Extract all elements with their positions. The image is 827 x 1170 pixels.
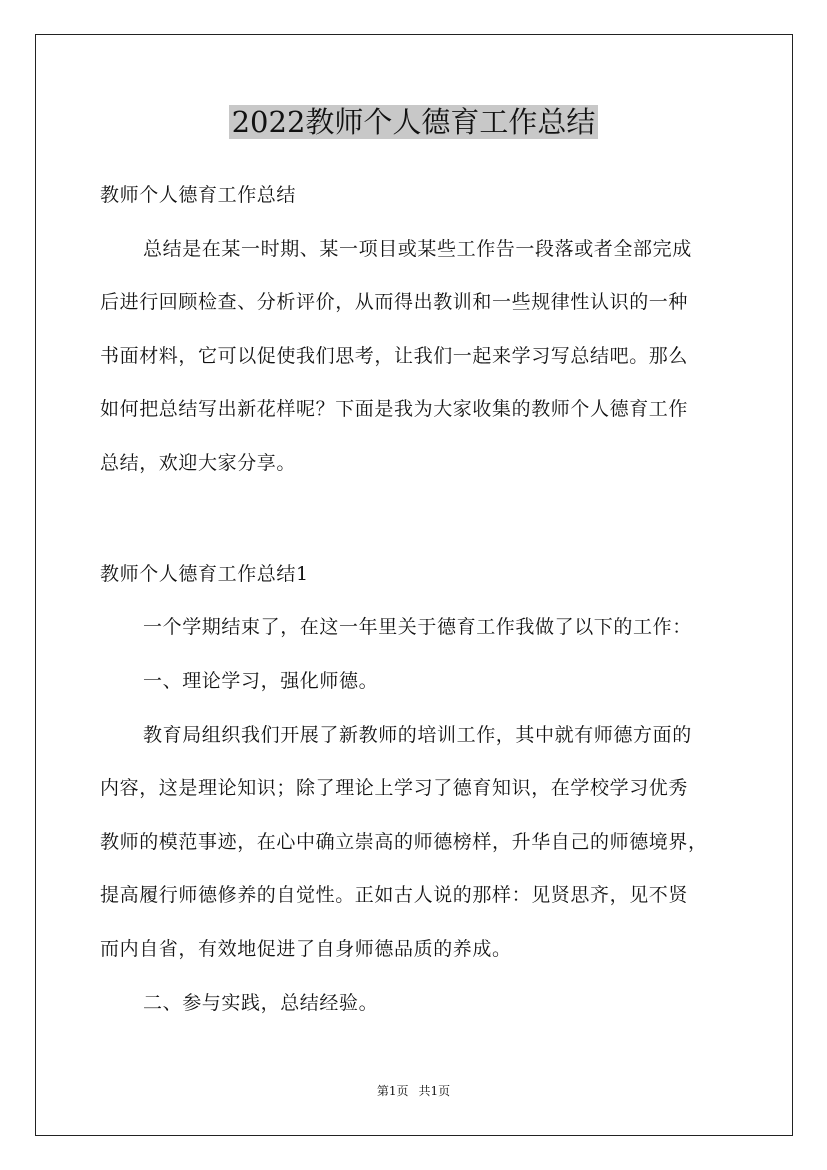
intro-line: 后进行回顾检查、分析评价，从而得出教训和一些规律性认识的一种 [100, 291, 689, 313]
body-line: 教育局组织我们开展了新教师的培训工作，其中就有师德方面的 [143, 724, 692, 746]
body-line: 教师的模范事迹，在心中确立崇高的师德榜样，升华自己的师德境界， [100, 831, 708, 853]
page-number: 第1页 [376, 1084, 409, 1098]
page-footer [0, 1082, 827, 1100]
point-heading: 一、理论学习，强化师德。 [143, 670, 379, 692]
body-line: 提高履行师德修养的自觉性。正如古人说的那样：见贤思齐，见不贤 [100, 884, 689, 906]
intro-line: 如何把总结写出新花样呢？下面是我为大家收集的教师个人德育工作 [100, 398, 689, 420]
intro-line: 书面材料，它可以促使我们思考，让我们一起来学习写总结吧。那么 [100, 345, 689, 367]
intro-line: 总结是在某一时期、某一项目或某些工作告一段落或者全部完成 [143, 238, 692, 260]
body-line: 而内自省，有效地促进了自身师德品质的养成。 [100, 938, 512, 960]
subtitle: 教师个人德育工作总结 [100, 184, 297, 206]
body-line: 内容，这是理论知识；除了理论上学习了德育知识，在学校学习优秀 [100, 777, 689, 799]
section-heading: 教师个人德育工作总结1 [100, 563, 309, 585]
document-title-text: 2022教师个人德育工作总结 [229, 105, 599, 139]
point-heading: 二、参与实践，总结经验。 [143, 992, 379, 1014]
section-opening: 一个学期结束了，在这一年里关于德育工作我做了以下的工作： [143, 616, 692, 638]
document-title [0, 100, 827, 144]
intro-line: 总结，欢迎大家分享。 [100, 452, 297, 474]
page-total: 共1页 [418, 1084, 451, 1098]
